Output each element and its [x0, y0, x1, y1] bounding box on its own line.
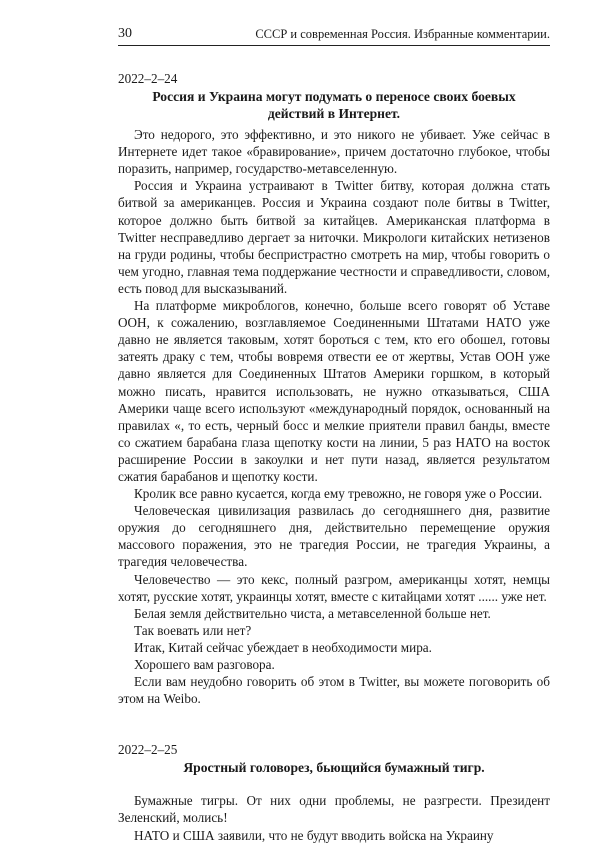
paragraph: Человечество — это кекс, полный разгром, американцы хотят, немцы хотят, русские хотят, украинцы хотят, вместе с китайцами хотят ...... уже нет.	[118, 571, 550, 604]
page-content	[118, 58, 550, 844]
entry-title-line: Россия и Украина могут подумать о переносе своих боевых	[152, 89, 516, 105]
paragraph: Так воевать или нет?	[134, 622, 252, 638]
paragraph: Белая земля действительно чиста, а метавселенной больше нет.	[134, 605, 491, 621]
paragraph: Россия и Украина устраивают в Twitter битву, которая должна стать битвой за американцев. Россия и Украина создают поле битвы в Twitter, которое должно быть битвой за китайцев. Американская платформа в Twitter несправедливо дергает за ниточки. Микрологи китайских нетизенов на груди родины, чтобы беспристрастно смотреть на мир, чтобы говорить о чем угодно, главная тема поддержание честности и справедливости, словом, есть повод для высказываний.	[118, 178, 550, 296]
page-number: 30	[118, 26, 132, 41]
paragraph: На платформе микроблогов, конечно, больше всего говорят об Уставе ООН, к сожалению, возглавляемое Соединенными Штатами НАТО уже давно не является таковым, хотят бороться с тем, кто его обошел, готовы затеять драку с тем, чтобы вовремя отвести ее от жертвы, Устав ООН уже давно является для Соединенных Штатов Америки горшком, в который можно писать, нравится использовать, не нужно отказываться, США Америки чаще всего используют «международный порядок, основанный на правилах «, то есть, черный босс и мелкие приятели правил банды, вместе со сжатием барабана глаза щепотку кости на линии, 5 раз НАТО на восток расширение России в закоулки и нет пути назад, является результатом сжатия барабанов и щепотку кости.	[118, 298, 550, 484]
entry	[118, 70, 550, 707]
paragraph: Бумажные тигры. От них одни проблемы, не разгрести. Президент Зеленский, молись!	[118, 793, 550, 826]
paragraph: Это недорого, это эффективно, и это никого не убивает. Уже сейчас в Интернете идет такое «бравирование», причем достаточно глубокое, чтобы поразить, например, государство-метавселенную.	[118, 127, 550, 177]
paragraph: Человеческая цивилизация развилась до сегодняшнего дня, развитие оружия до сегодняшнего дня, действительно перемещение оружия массового поражения, это не трагедия России, не трагедия Украины, а трагедия человечества.	[118, 503, 550, 570]
entry-date: 2022–2–25	[118, 742, 178, 758]
title-spacer	[118, 780, 550, 792]
entry-title	[118, 759, 550, 776]
paragraph: Хорошего вам разговора.	[134, 657, 275, 672]
header-rule	[118, 45, 550, 46]
running-title: СССР и современная Россия. Избранные комментарии.	[255, 27, 550, 41]
entry-spacer	[118, 707, 550, 729]
paragraph: НАТО и США заявили, что не будут вводить войска на Украину	[134, 827, 494, 843]
paragraph: Итак, Китай сейчас убеждает в необходимости мира.	[134, 639, 432, 655]
paragraph: Кролик все равно кусается, когда ему тревожно, не говоря уже о России.	[134, 486, 543, 502]
entry-title-line: Яростный головорез, бьющийся бумажный тигр.	[183, 760, 485, 776]
entry-date: 2022–2–24	[118, 71, 178, 86]
entry-title	[118, 88, 550, 122]
entry	[118, 741, 550, 843]
paragraph: Если вам неудобно говорить об этом в Twitter, вы можете поговорить об этом на Weibo.	[118, 674, 550, 707]
entry-title-line: действий в Интернет.	[267, 106, 401, 122]
